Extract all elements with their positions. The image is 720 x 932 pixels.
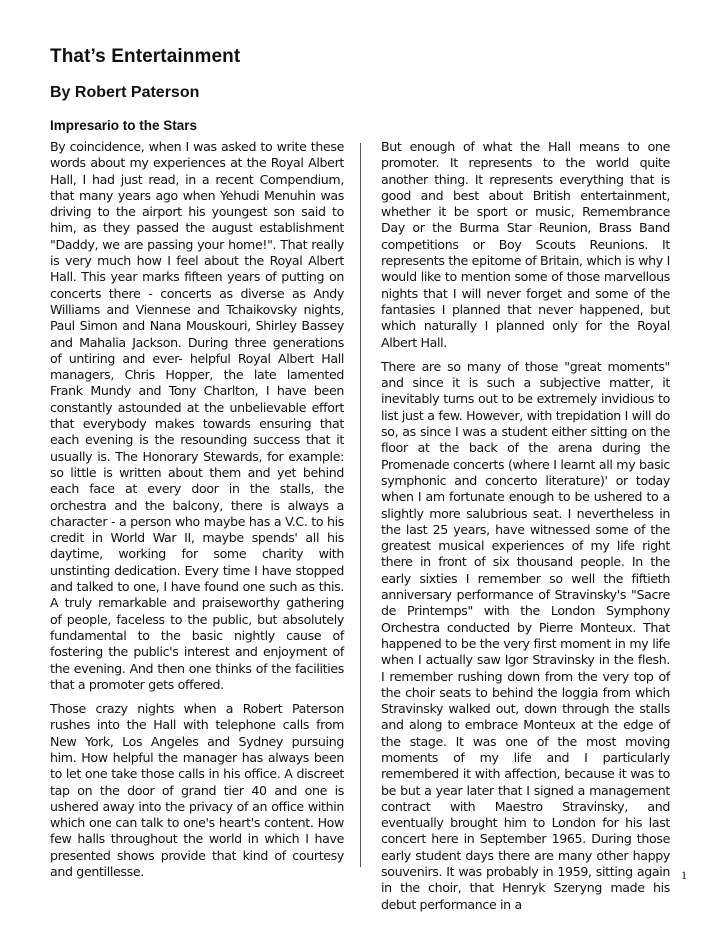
page-number: 1 xyxy=(681,868,687,882)
left-column xyxy=(50,139,344,888)
right-column xyxy=(381,139,670,921)
right-paragraph-2: There are so many of those "great moments" and since it is such a subjective matter, it inevitably turns out to be extremely invidious to list just a few. However, with trepidation I will do so, as since I was a student either sitting on the floor at the back of the arena during the Promenade concerts (where I learnt all my basic symphonic and concerto literature)' or today when I am fortunate enough to be ushered to a slightly more salubrious seat. I nevertheless in the last 25 years, have witnessed some of the greatest musical experiences of my life right there in front of six thousand people. In the early sixties I remember so well the fiftieth anniversary performance of Stravinsky's "Sacre de Printemps" with the London Symphony Orchestra conducted by Pierre Monteux. That happened to be the very first moment in my life when I actually saw Igor Stravinsky in the flesh. I remember rushing down from the very top of the choir seats to behind the loggia from which Stravinsky walked out, down through the stalls and along to embrace Monteux at the edge of the stage. It was one of the most moving moments of my life and I particularly remembered it with affection, because it was to be but a year later that I signed a management contract with Maestro Stravinsky, and eventually brought him to London for his last concert here in September 1965. During those early student days there are many other happy souvenirs. It was probably in 1959, sitting again in the choir, that Henryk Szeryng made his debut performance in a xyxy=(381,358,670,912)
column-divider xyxy=(360,143,361,867)
article-subtitle: Impresario to the Stars xyxy=(50,118,198,133)
right-paragraph-1: But enough of what the Hall means to one promoter. It represents to the world quite another thing. It represents everything that is good and best about British entertainment, whether it be sport or music, Remembrance Day or the Burma Star Reunion, Brass Band competitions or Boy Scouts Reunions. It represents the epitome of Britain, which is why I would like to mention some of those marvellous nights that I will never forget and some of the fantasies I planned that never happened, but which naturally I planned only for the Royal Albert Hall. xyxy=(381,139,670,350)
left-paragraph-2: Those crazy nights when a Robert Paterson rushes into the Hall with telephone calls from New York, Los Angeles and Sydney pursuing him. How helpful the manager has always been to let one take those calls in his office. A discreet tap on the door of grand tier 40 and one is ushered away into the privacy of an office within which one can talk to one's heart's content. How few halls throughout the world in which I have presented shows provide that kind of courtesy and gentillesse. xyxy=(50,701,344,880)
left-paragraph-1: By coincidence, when I was asked to write these words about my experiences at the Royal Albert Hall, I had just read, in a recent Compendium, that many years ago when Yehudi Menuhin was driving to the airport his youngest son said to him, as they passed the august establishment "Daddy, we are passing your home!". That really is very much how I feel about the Royal Albert Hall. This year marks fifteen years of putting on concerts there - concerts as diverse as Andy Williams and Viennese and Tchaikovsky nights, Paul Simon and Nana Mouskouri, Shirley Bassey and Mahalia Jackson. During three generations of untiring and ever- helpful Royal Albert Hall managers, Chris Hopper, the late lamented Frank Mundy and Tony Charlton, I have been constantly astounded at the unbelievable effort that everybody makes towards ensuring that each evening is the resounding success that it usually is. The Honorary Stewards, for example: so little is written about them and yet behind each face at every door in the stalls, the orchestra and the balcony, there is always a character - a person who maybe has a V.C. to his credit in World War II, maybe spends' all his daytime, working for some charity with unstinting dedication. Every time I have stopped and talked to one, I have found one such as this. A truly remarkable and praiseworthy gathering of people, faceless to the public, but absolutely fundamental to the basic nightly cause of fostering the public's interest and enjoyment of the evening. And then one thinks of the facilities that a promoter gets offered. xyxy=(50,139,344,692)
article-byline: By Robert Paterson xyxy=(50,84,200,101)
article-title: That’s Entertainment xyxy=(50,46,241,67)
